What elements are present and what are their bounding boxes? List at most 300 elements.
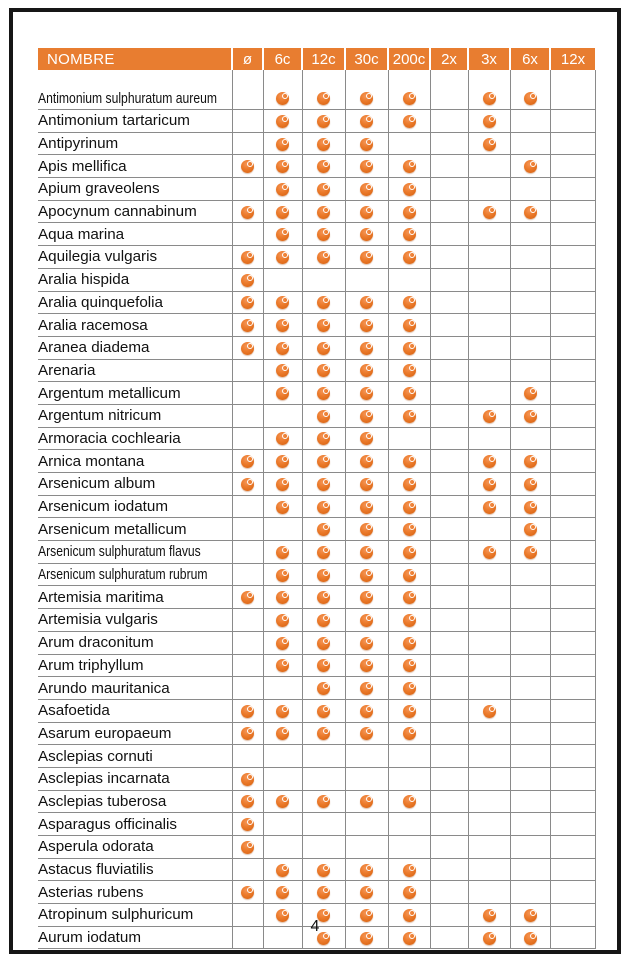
availability-dot-icon	[524, 92, 537, 105]
availability-cell	[550, 155, 595, 178]
availability-cell	[430, 200, 468, 223]
availability-dot-icon	[276, 795, 289, 808]
availability-cell	[468, 268, 510, 291]
availability-cell	[302, 563, 345, 586]
availability-cell	[550, 223, 595, 246]
table-row	[38, 836, 595, 859]
remedy-name: Arnica montana	[38, 450, 232, 473]
availability-cell	[388, 246, 430, 269]
availability-dot-icon	[276, 251, 289, 264]
page-number: 4	[310, 918, 320, 935]
availability-cell	[550, 382, 595, 405]
availability-cell	[345, 541, 388, 564]
availability-cell	[232, 473, 263, 496]
availability-cell	[263, 268, 302, 291]
remedy-name: Armoracia cochlearia	[38, 427, 232, 450]
availability-cell	[263, 200, 302, 223]
availability-dot-icon	[360, 115, 373, 128]
availability-dot-icon	[317, 501, 330, 514]
availability-cell	[430, 314, 468, 337]
remedy-name: Aranea diadema	[38, 336, 232, 359]
table-row	[38, 767, 595, 790]
availability-cell	[302, 473, 345, 496]
availability-dot-icon	[317, 319, 330, 332]
availability-dot-icon	[317, 795, 330, 808]
table-row	[38, 541, 595, 564]
availability-cell	[510, 178, 550, 201]
availability-dot-icon	[317, 637, 330, 650]
availability-cell	[302, 291, 345, 314]
availability-cell	[510, 404, 550, 427]
availability-dot-icon	[317, 659, 330, 672]
availability-cell	[345, 314, 388, 337]
availability-cell	[510, 291, 550, 314]
table-row	[38, 132, 595, 155]
availability-dot-icon	[360, 546, 373, 559]
remedy-name: Argentum metallicum	[38, 382, 232, 405]
availability-cell	[302, 223, 345, 246]
availability-cell	[302, 541, 345, 564]
availability-cell	[232, 586, 263, 609]
availability-dot-icon	[241, 705, 254, 718]
remedy-name: Aquilegia vulgaris	[38, 246, 232, 269]
availability-cell	[232, 699, 263, 722]
availability-cell	[430, 155, 468, 178]
table-row	[38, 790, 595, 813]
availability-dot-icon	[360, 410, 373, 423]
availability-cell	[232, 813, 263, 836]
availability-cell	[510, 699, 550, 722]
column-header-30c: 30c	[345, 48, 388, 70]
availability-dot-icon	[317, 523, 330, 536]
availability-cell	[510, 631, 550, 654]
table-row	[38, 631, 595, 654]
availability-dot-icon	[483, 410, 496, 423]
availability-cell	[550, 654, 595, 677]
availability-cell	[263, 722, 302, 745]
availability-dot-icon	[276, 455, 289, 468]
remedies-availability-table	[38, 48, 596, 949]
availability-cell	[302, 495, 345, 518]
availability-dot-icon	[403, 795, 416, 808]
availability-dot-icon	[483, 92, 496, 105]
availability-cell	[430, 359, 468, 382]
availability-cell	[550, 70, 595, 110]
availability-cell	[263, 609, 302, 632]
availability-cell	[345, 359, 388, 382]
availability-cell	[345, 518, 388, 541]
availability-dot-icon	[403, 342, 416, 355]
table-row	[38, 563, 595, 586]
remedy-name: Arum draconitum	[38, 631, 232, 654]
availability-dot-icon	[403, 92, 416, 105]
availability-dot-icon	[317, 206, 330, 219]
availability-cell	[263, 745, 302, 768]
remedy-name: Asafoetida	[38, 699, 232, 722]
availability-cell	[232, 631, 263, 654]
availability-cell	[302, 110, 345, 133]
availability-cell	[388, 609, 430, 632]
availability-cell	[430, 473, 468, 496]
availability-cell	[468, 858, 510, 881]
availability-dot-icon	[403, 296, 416, 309]
availability-dot-icon	[317, 92, 330, 105]
availability-dot-icon	[403, 886, 416, 899]
availability-cell	[510, 745, 550, 768]
availability-dot-icon	[360, 183, 373, 196]
column-header-12c: 12c	[302, 48, 345, 70]
availability-cell	[510, 70, 550, 110]
availability-cell	[232, 132, 263, 155]
availability-cell	[302, 722, 345, 745]
availability-dot-icon	[524, 501, 537, 514]
table-header-row	[38, 48, 595, 70]
availability-cell	[263, 246, 302, 269]
availability-dot-icon	[483, 501, 496, 514]
availability-cell	[550, 586, 595, 609]
availability-cell	[550, 699, 595, 722]
availability-dot-icon	[524, 523, 537, 536]
availability-cell	[430, 881, 468, 904]
availability-cell	[388, 836, 430, 859]
availability-cell	[263, 336, 302, 359]
availability-dot-icon	[403, 864, 416, 877]
availability-cell	[468, 563, 510, 586]
availability-cell	[388, 495, 430, 518]
availability-dot-icon	[317, 115, 330, 128]
availability-cell	[345, 586, 388, 609]
availability-cell	[468, 836, 510, 859]
availability-cell	[302, 268, 345, 291]
availability-cell	[345, 631, 388, 654]
availability-dot-icon	[241, 160, 254, 173]
availability-dot-icon	[403, 160, 416, 173]
availability-cell	[550, 745, 595, 768]
availability-cell	[345, 246, 388, 269]
availability-cell	[550, 858, 595, 881]
availability-cell	[302, 767, 345, 790]
column-header-200c: 200c	[388, 48, 430, 70]
table-row	[38, 268, 595, 291]
availability-cell	[430, 836, 468, 859]
availability-cell	[345, 110, 388, 133]
remedy-name: Argentum nitricum	[38, 404, 232, 427]
availability-cell	[510, 677, 550, 700]
availability-dot-icon	[276, 569, 289, 582]
availability-cell	[345, 767, 388, 790]
availability-cell	[263, 473, 302, 496]
table-row	[38, 518, 595, 541]
remedy-name: Arsenicum album	[38, 473, 232, 496]
availability-cell	[232, 200, 263, 223]
availability-cell	[510, 110, 550, 133]
availability-cell	[550, 631, 595, 654]
availability-dot-icon	[360, 364, 373, 377]
availability-cell	[388, 518, 430, 541]
table-row	[38, 110, 595, 133]
availability-cell	[232, 268, 263, 291]
availability-cell	[345, 609, 388, 632]
availability-cell	[430, 563, 468, 586]
availability-cell	[430, 767, 468, 790]
availability-cell	[468, 586, 510, 609]
availability-cell	[345, 563, 388, 586]
availability-cell	[468, 110, 510, 133]
availability-cell	[263, 178, 302, 201]
availability-dot-icon	[276, 206, 289, 219]
availability-cell	[468, 246, 510, 269]
availability-dot-icon	[360, 160, 373, 173]
availability-cell	[430, 858, 468, 881]
availability-cell	[232, 359, 263, 382]
availability-dot-icon	[241, 319, 254, 332]
table-row	[38, 200, 595, 223]
remedy-name: Arsenicum iodatum	[38, 495, 232, 518]
availability-dot-icon	[276, 138, 289, 151]
availability-cell	[430, 745, 468, 768]
availability-dot-icon	[276, 637, 289, 650]
availability-cell	[388, 677, 430, 700]
availability-cell	[232, 745, 263, 768]
availability-cell	[510, 473, 550, 496]
availability-cell	[345, 677, 388, 700]
availability-cell	[510, 223, 550, 246]
remedy-name: Apis mellifica	[38, 155, 232, 178]
availability-cell	[345, 450, 388, 473]
availability-dot-icon	[276, 228, 289, 241]
availability-cell	[345, 200, 388, 223]
availability-cell	[232, 314, 263, 337]
availability-cell	[430, 699, 468, 722]
availability-cell	[468, 450, 510, 473]
availability-cell	[232, 223, 263, 246]
availability-dot-icon	[276, 183, 289, 196]
availability-dot-icon	[317, 432, 330, 445]
availability-dot-icon	[483, 705, 496, 718]
availability-dot-icon	[483, 455, 496, 468]
availability-dot-icon	[317, 183, 330, 196]
remedy-name: Aralia racemosa	[38, 314, 232, 337]
availability-cell	[550, 495, 595, 518]
availability-dot-icon	[403, 682, 416, 695]
availability-dot-icon	[317, 160, 330, 173]
table-row	[38, 291, 595, 314]
table-row	[38, 813, 595, 836]
column-header-3x: 3x	[468, 48, 510, 70]
availability-cell	[510, 155, 550, 178]
availability-cell	[345, 336, 388, 359]
availability-cell	[263, 631, 302, 654]
remedy-name: Antimonium tartaricum	[38, 110, 232, 133]
availability-dot-icon	[276, 115, 289, 128]
availability-dot-icon	[360, 92, 373, 105]
availability-cell	[468, 70, 510, 110]
table-row	[38, 881, 595, 904]
availability-cell	[430, 132, 468, 155]
availability-dot-icon	[276, 591, 289, 604]
availability-cell	[510, 541, 550, 564]
availability-cell	[550, 563, 595, 586]
availability-cell	[302, 677, 345, 700]
availability-cell	[550, 813, 595, 836]
availability-cell	[345, 268, 388, 291]
remedy-name: Arsenicum sulphuratum rubrum	[38, 563, 232, 586]
availability-dot-icon	[276, 478, 289, 491]
availability-cell	[302, 745, 345, 768]
availability-cell	[430, 495, 468, 518]
availability-cell	[302, 314, 345, 337]
availability-cell	[302, 790, 345, 813]
availability-cell	[430, 268, 468, 291]
availability-cell	[345, 722, 388, 745]
availability-dot-icon	[403, 115, 416, 128]
availability-cell	[263, 586, 302, 609]
availability-cell	[468, 155, 510, 178]
availability-cell	[510, 858, 550, 881]
availability-dot-icon	[360, 864, 373, 877]
availability-dot-icon	[276, 387, 289, 400]
availability-dot-icon	[241, 841, 254, 854]
availability-dot-icon	[317, 682, 330, 695]
table-row	[38, 654, 595, 677]
availability-dot-icon	[241, 886, 254, 899]
availability-cell	[232, 495, 263, 518]
availability-cell	[388, 722, 430, 745]
availability-cell	[263, 427, 302, 450]
availability-dot-icon	[317, 342, 330, 355]
availability-cell	[232, 450, 263, 473]
availability-cell	[302, 336, 345, 359]
availability-dot-icon	[360, 432, 373, 445]
availability-dot-icon	[317, 886, 330, 899]
availability-dot-icon	[360, 886, 373, 899]
table-row	[38, 450, 595, 473]
availability-dot-icon	[241, 591, 254, 604]
availability-cell	[550, 336, 595, 359]
availability-cell	[263, 518, 302, 541]
availability-cell	[345, 495, 388, 518]
availability-cell	[263, 70, 302, 110]
remedy-name: Antipyrinum	[38, 132, 232, 155]
availability-cell	[232, 336, 263, 359]
availability-cell	[510, 314, 550, 337]
availability-cell	[388, 427, 430, 450]
column-header-ø: ø	[232, 48, 263, 70]
availability-dot-icon	[276, 546, 289, 559]
availability-cell	[345, 223, 388, 246]
availability-cell	[388, 654, 430, 677]
remedy-name: Aurum iodatum	[38, 926, 232, 949]
availability-cell	[510, 268, 550, 291]
availability-cell	[263, 858, 302, 881]
availability-dot-icon	[241, 818, 254, 831]
availability-cell	[388, 200, 430, 223]
availability-cell	[430, 291, 468, 314]
availability-cell	[430, 790, 468, 813]
availability-dot-icon	[403, 251, 416, 264]
table-row	[38, 359, 595, 382]
availability-cell	[510, 836, 550, 859]
availability-cell	[388, 382, 430, 405]
availability-cell	[430, 677, 468, 700]
availability-cell	[232, 518, 263, 541]
remedy-name: Arsenicum metallicum	[38, 518, 232, 541]
availability-cell	[263, 836, 302, 859]
availability-dot-icon	[317, 138, 330, 151]
availability-dot-icon	[483, 115, 496, 128]
availability-cell	[263, 699, 302, 722]
availability-cell	[302, 836, 345, 859]
remedy-name: Aralia quinquefolia	[38, 291, 232, 314]
availability-cell	[232, 427, 263, 450]
availability-dot-icon	[317, 727, 330, 740]
availability-cell	[232, 541, 263, 564]
availability-cell	[345, 132, 388, 155]
availability-dot-icon	[403, 501, 416, 514]
availability-cell	[468, 473, 510, 496]
availability-cell	[302, 586, 345, 609]
table-row	[38, 495, 595, 518]
availability-cell	[302, 518, 345, 541]
availability-cell	[510, 722, 550, 745]
table-row	[38, 699, 595, 722]
table-row	[38, 473, 595, 496]
column-header-2x: 2x	[430, 48, 468, 70]
availability-dot-icon	[524, 455, 537, 468]
remedy-name: Apium graveolens	[38, 178, 232, 201]
table-row	[38, 427, 595, 450]
availability-cell	[550, 609, 595, 632]
availability-cell	[468, 427, 510, 450]
availability-cell	[263, 495, 302, 518]
availability-dot-icon	[317, 296, 330, 309]
availability-cell	[345, 790, 388, 813]
availability-dot-icon	[241, 478, 254, 491]
availability-cell	[302, 427, 345, 450]
availability-cell	[468, 291, 510, 314]
availability-cell	[468, 654, 510, 677]
availability-cell	[232, 70, 263, 110]
availability-dot-icon	[360, 342, 373, 355]
availability-cell	[510, 790, 550, 813]
availability-cell	[263, 155, 302, 178]
availability-cell	[468, 790, 510, 813]
availability-cell	[345, 745, 388, 768]
availability-cell	[550, 314, 595, 337]
availability-cell	[263, 677, 302, 700]
availability-cell	[263, 382, 302, 405]
availability-cell	[388, 132, 430, 155]
remedy-name: Arenaria	[38, 359, 232, 382]
availability-cell	[345, 70, 388, 110]
availability-cell	[388, 291, 430, 314]
availability-dot-icon	[403, 206, 416, 219]
availability-dot-icon	[317, 455, 330, 468]
availability-cell	[430, 586, 468, 609]
availability-dot-icon	[360, 614, 373, 627]
availability-cell	[263, 359, 302, 382]
availability-dot-icon	[524, 387, 537, 400]
availability-cell	[468, 359, 510, 382]
availability-cell	[345, 699, 388, 722]
availability-cell	[468, 609, 510, 632]
availability-dot-icon	[241, 455, 254, 468]
availability-cell	[468, 541, 510, 564]
availability-cell	[302, 132, 345, 155]
availability-cell	[430, 813, 468, 836]
availability-cell	[430, 382, 468, 405]
table-area	[38, 48, 596, 949]
